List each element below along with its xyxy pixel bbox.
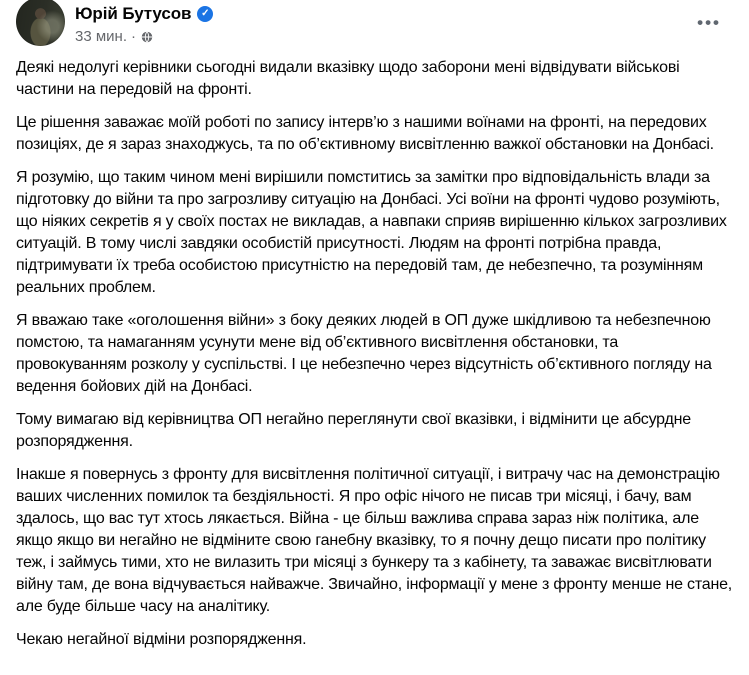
timestamp[interactable]: 33 мин. — [75, 28, 127, 45]
meta-separator: · — [131, 28, 136, 45]
avatar[interactable] — [16, 0, 65, 46]
header-info — [75, 0, 213, 45]
post-paragraph: Тому вимагаю від керівництва ОП негайно переглянути свої вказівки, і відмінити це абсурдне розпорядження. — [16, 411, 691, 450]
author-row — [75, 4, 213, 24]
verified-badge-icon: ✓ — [197, 6, 213, 22]
post-header — [16, 0, 733, 46]
post-paragraph: Я вважаю таке «оголошення війни» з боку деяких людей в ОП дуже шкідливою та небезпечною помстою, та намаганням усунути мене від об’єктивного висвітлення обстановки, та провокуванням розколу у суспільстві. І це небезпечно через відсутність об’єктивного погляду на ведення бойових дій на Донбасі. — [16, 312, 712, 395]
post-paragraph: Я розумію, що таким чином мені вирішили помститись за замітки про відповідальність влади за підготовку до війни та про загрозливу ситуацію на Донбасі. Усі воїни на фронті чудово розуміють, що ніяких секретів я у своїх постах не викладав, а навпаки сприяв вирішенню кількох загрозливих ситуацій. В тому числі завдяки особистій присутності. Людям на фронті потрібна правда, підтримувати їх треба особистою присутністю на передовій там, де небезпечно, та розумінням реальних проблем. — [16, 169, 727, 296]
post-meta — [75, 28, 213, 45]
globe-icon — [141, 31, 153, 43]
post-paragraph: Чекаю негайної відміни розпорядження. — [16, 631, 307, 648]
post-paragraph: Інакше я повернусь з фронту для висвітлення політичної ситуації, і витрачу час на демонстрацію ваших численних помилок та бездіяльності. Я про офіс нічого не писав три місяці, і бачу, вам здалось, що вас тут хтось лякається. Війна - це більш важлива справа зараз ніж політика, але якщо якщо ви негайно не відміните свою ганебну вказівку, то я почну дещо писати про політику теж, і займусь тими, хто не вилазить три місяці з бункеру та з кабінету, та заважає висвітлювати війну там, де вона відчувається найважче. Звичайно, інформації у мене з фронту менше не стане, але буде більше часу на аналітику. — [16, 466, 733, 615]
post-text — [16, 57, 733, 651]
post-paragraph: Це рішення заважає моїй роботі по запису інтерв’ю з нашими воїнами на фронті, на передових позиціях, де я зараз знаходжусь, та по об’єктивному висвітленню важкої обстановки на Донбасі. — [16, 114, 714, 153]
author-name[interactable]: Юрій Бутусов — [75, 4, 192, 23]
more-options-button[interactable]: ••• — [689, 8, 729, 37]
post-paragraph: Деякі недолугі керівники сьогодні видали вказівку щодо заборони мені відвідувати військові частини на передовій на фронті. — [16, 59, 680, 98]
